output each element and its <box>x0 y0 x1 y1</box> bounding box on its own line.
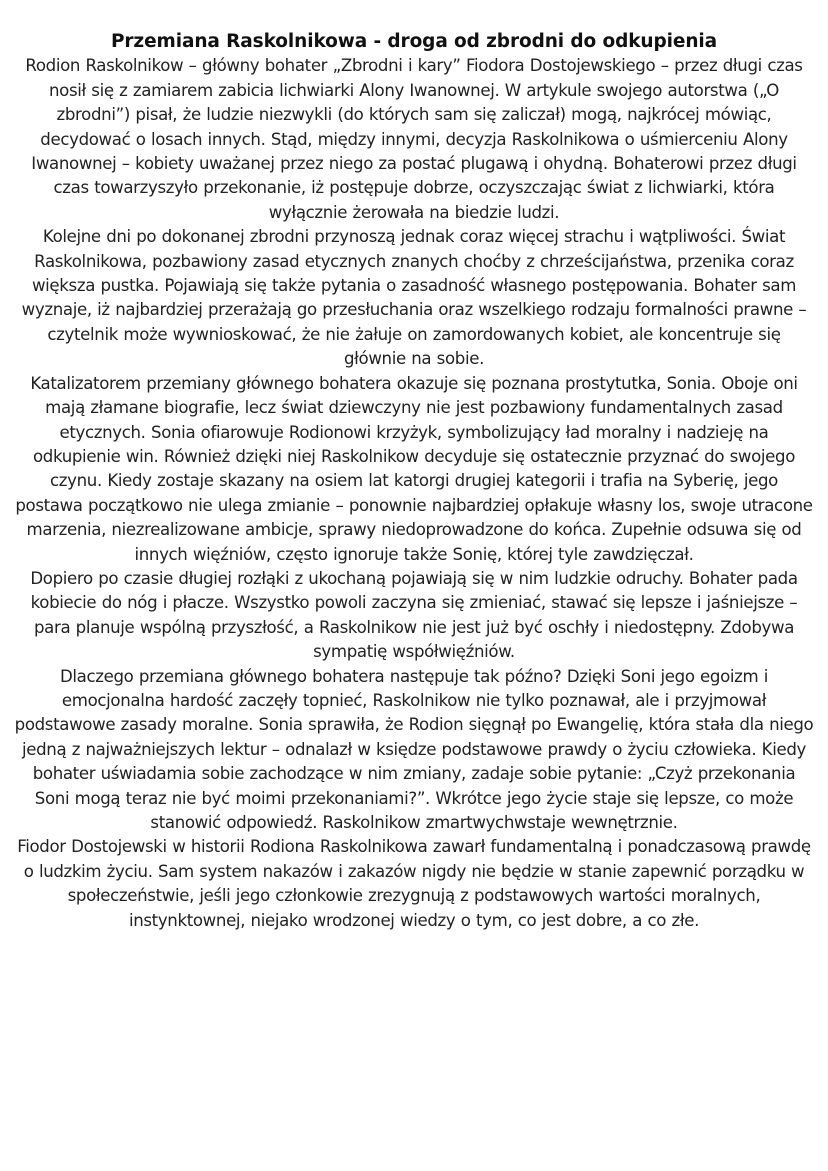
paragraph-4: Dopiero po czasie długiej rozłąki z ukochaną pojawiają się w nim ludzkie odruchy. Bohater pada kobiecie do nóg i płacze. Wszystko powoli zaczyna się zmieniać, stawać się lepsze i jaśniejsze – para planuje wspólną przyszłość, a Raskolnikow nie jest już być oschły i niedostępny. Zdobywa sympatię współwięźniów. <box>30 568 798 662</box>
document-title: Przemiana Raskolnikowa - droga od zbrodni do odkupienia <box>110 31 718 52</box>
paragraph-5: Dlaczego przemiana głównego bohatera następuje tak późno? Dzięki Soni jego egoizm i emocjonalna hardość zaczęły topnieć, Raskolnikow nie tylko poznawał, ale i przyjmował podstawowe zasady moralne. Sonia sprawiła, że Rodion sięgnął po Ewangelię, która stała dla niego jedną z najważniejszych lektur – odnalazł w księdze podstawowe prawdy o życiu człowieka. Kiedy bohater uświadamia sobie zachodzące w nim zmiany, zadaje sobie pytanie: „Czyż przekonania Soni mogą teraz nie być moimi przekonaniami?”. Wkrótce jego życie staje się lepsze, co może stanowić odpowiedź. Raskolnikow zmartwychwstaje wewnętrznie. <box>14 666 814 832</box>
paragraph-6: Fiodor Dostojewski w historii Rodiona Raskolnikowa zawarł fundamentalną i ponadczasową prawdę o ludzkim życiu. Sam system nakazów i zakazów nigdy nie będzie w stanie zapewnić porządku w społeczeństwie, jeśli jego członkowie zrezygnują z podstawowych wartości moralnych, instynktownej, niejako wrodzonej wiedzy o tym, co jest dobre, a co złe. <box>17 837 811 930</box>
paragraph-2: Kolejne dni po dokonanej zbrodni przynoszą jednak coraz więcej strachu i wątpliwości. Świat Raskolnikowa, pozbawiony zasad etycznych znanych choćby z chrześcijaństwa, przenika coraz większa pustka. Pojawiają się także pytania o zasadność własnego postępowania. Bohater sam wyznaje, iż najbardziej przerażają go przesłuchania oraz wszelkiego rodzaju formalności prawne – czytelnik może wywnioskować, że nie żałuje on zamordowanych kobiet, ale koncentruje się głównie na sobie. <box>21 227 807 369</box>
paragraph-1: Rodion Raskolnikow – główny bohater „Zbrodni i kary” Fiodora Dostojewskiego – przez długi czas nosił się z zamiarem zabicia lichwiarki Alony Iwanownej. W artykule swojego autorstwa („O zbrodni”) pisał, że ludzie niezwykli (do których sam się zaliczał) mogą, najkrócej mówiąc, decydować o losach innych. Stąd, między innymi, decyzja Raskolnikowa o uśmierceniu Alony Iwanownej – kobiety uważanej przez niego za postać plugawą i ohydną. Bohaterowi przez długi czas towarzyszyło przekonanie, iż postępuje dobrze, oczyszczając świat z lichwiarki, która wyłącznie żerowała na biedzie ludzi. <box>25 56 803 222</box>
paragraph-3: Katalizatorem przemiany głównego bohatera okazuje się poznana prostytutka, Sonia. Oboje oni mają złamane biografie, lecz świat dziewczyny nie jest pozbawiony fundamentalnych zasad etycznych. Sonia ofiarowuje Rodionowi krzyżyk, symbolizujący ład moralny i nadzieję na odkupienie win. Również dzięki niej Raskolnikow decyduje się ostatecznie przyznać do swojego czynu. Kiedy zostaje skazany na osiem lat katorgi drugiej kategorii i trafia na Syberię, jego postawa początkowo nie ulega zmianie – ponownie najbardziej opłakuje własny los, swoje utracone marzenia, niezrealizowane ambicje, sprawy niedoprowadzone do końca. Zupełnie odsuwa się od innych więźniów, często ignoruje także Sonię, której tyle zawdzięczał. <box>15 373 813 564</box>
document-body <box>14 54 814 933</box>
